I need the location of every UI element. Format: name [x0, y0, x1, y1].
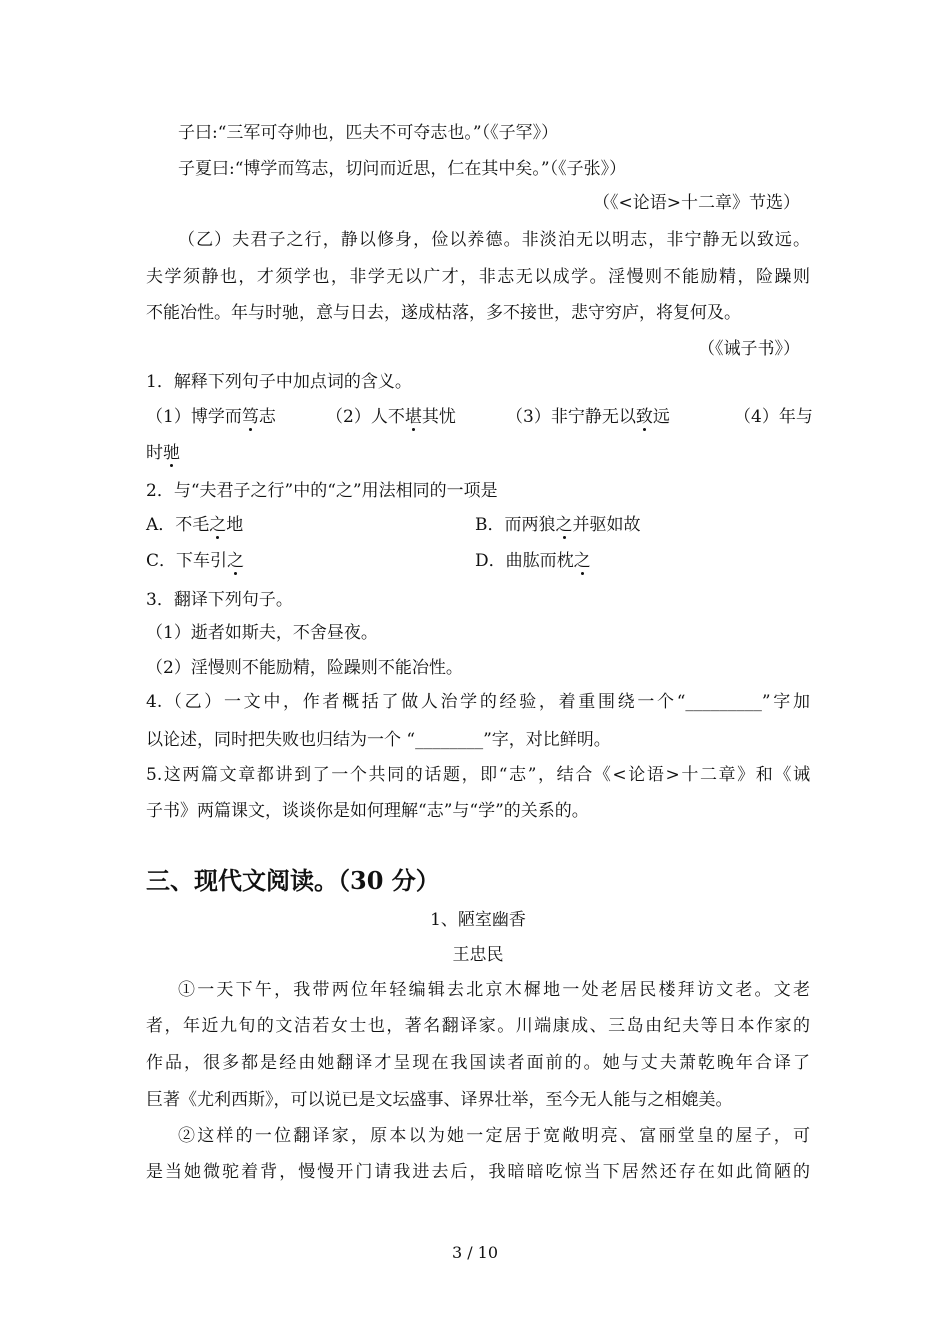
article-p1-line-1: ①一天下午，我带两位年轻编辑去北京木樨地一处老居民楼拜访文老。文老 [178, 980, 810, 1000]
q2-option-b: B．而两狼之并驱如故 [475, 515, 641, 535]
q1-item-4: （4）年与 [734, 407, 813, 427]
dotted-char: 驰 [163, 443, 180, 463]
dotted-char: 之 [555, 515, 573, 535]
dotted-char: 堪 [404, 407, 422, 427]
page-number: 3 / 10 [451, 1243, 499, 1262]
q3-sentence-1: （1）逝者如斯夫，不舍昼夜。 [146, 623, 378, 643]
dotted-char: 致 [635, 407, 653, 427]
q4-line-2: 以论述，同时把失败也归结为一个 “________”字，对比鲜明。 [146, 730, 611, 750]
q1-item-3: （3）非宁静无以致远 [506, 407, 670, 427]
dotted-char: 之 [209, 515, 227, 535]
q3-sentence-2: （2）淫慢则不能励精，险躁则不能冶性。 [146, 658, 463, 678]
q4-line-1: 4.（乙）一文中，作者概括了做人治学的经验，着重围绕一个“_________”字加 [146, 692, 810, 712]
answer-blank: ________ [415, 730, 484, 750]
article-p1-line-4: 巨著《尤利西斯》，可以说已是文坛盛事、译界壮举，至今无人能与之相媲美。 [146, 1090, 733, 1110]
q1-item-4-cont: 时驰 [146, 443, 180, 463]
yi-line-2: 夫学须静也，才须学也，非学无以广才，非志无以成学。淫慢则不能励精，险躁则 [146, 267, 810, 287]
article-title: 1、陋室幽香 [430, 910, 526, 930]
q1-stem: 1．解释下列句子中加点词的含义。 [146, 372, 412, 392]
article-author: 王忠民 [452, 945, 504, 965]
q2-options-ab [146, 513, 810, 537]
jia-line-2: 子夏曰:“博学而笃志，切问而近思，仁在其中矣。”（《子张》） [178, 159, 627, 179]
q2-stem: 2．与“夫君子之行”中的“之”用法相同的一项是 [146, 481, 498, 501]
q2-option-c: C．下车引之 [146, 551, 245, 571]
article-p1-line-3: 作品，很多都是经由她翻译才呈现在我国读者面前的。她与丈夫萧乾晚年合译了 [146, 1053, 810, 1073]
yi-line-3: 不能冶性。年与时驰，意与日去，遂成枯落，多不接世，悲守穷庐，将复何及。 [146, 303, 741, 323]
q5-line-1: 5.这两篇文章都讲到了一个共同的话题，即“志”，结合《<论语>十二章》和《诫 [146, 765, 810, 785]
yi-source: （《诫子书》） [698, 339, 800, 359]
jia-source: （《<论语>十二章》节选） [593, 193, 800, 213]
article-p2-line-1: ②这样的一位翻译家，原本以为她一定居于宽敞明亮、富丽堂皇的屋子，可 [178, 1126, 810, 1146]
article-p1-line-2: 者，年近九旬的文洁若女士也，著名翻译家。川端康成、三岛由纪夫等日本作家的 [146, 1016, 810, 1036]
q1-item-2: （2）人不堪其忧 [326, 407, 456, 427]
section-heading: 三、现代文阅读。（30 分） [146, 866, 440, 895]
q2-option-d: D．曲肱而枕之 [475, 551, 591, 571]
q1-item-1: （1）博学而笃志 [146, 407, 276, 427]
yi-line-1: （乙）夫君子之行，静以修身，俭以养德。非淡泊无以明志，非宁静无以致远。 [178, 230, 810, 250]
q1-items [146, 405, 813, 429]
q5-line-2: 子书》两篇课文，谈谈你是如何理解“志”与“学”的关系的。 [146, 801, 589, 821]
article-p2-line-2: 是当她微驼着背，慢慢开门请我进去后，我暗暗吃惊当下居然还存在如此简陋的 [146, 1162, 810, 1182]
dotted-char: 之 [573, 551, 591, 571]
q3-stem: 3．翻译下列句子。 [146, 590, 293, 610]
answer-blank: _________ [685, 692, 762, 712]
q2-option-a: A．不毛之地 [146, 515, 244, 535]
q2-options-cd [146, 549, 810, 573]
dotted-char: 笃 [241, 407, 259, 427]
jia-line-1: 子曰:“三军可夺帅也，匹夫不可夺志也。”（《子罕》） [178, 123, 559, 143]
dotted-char: 之 [227, 551, 245, 571]
